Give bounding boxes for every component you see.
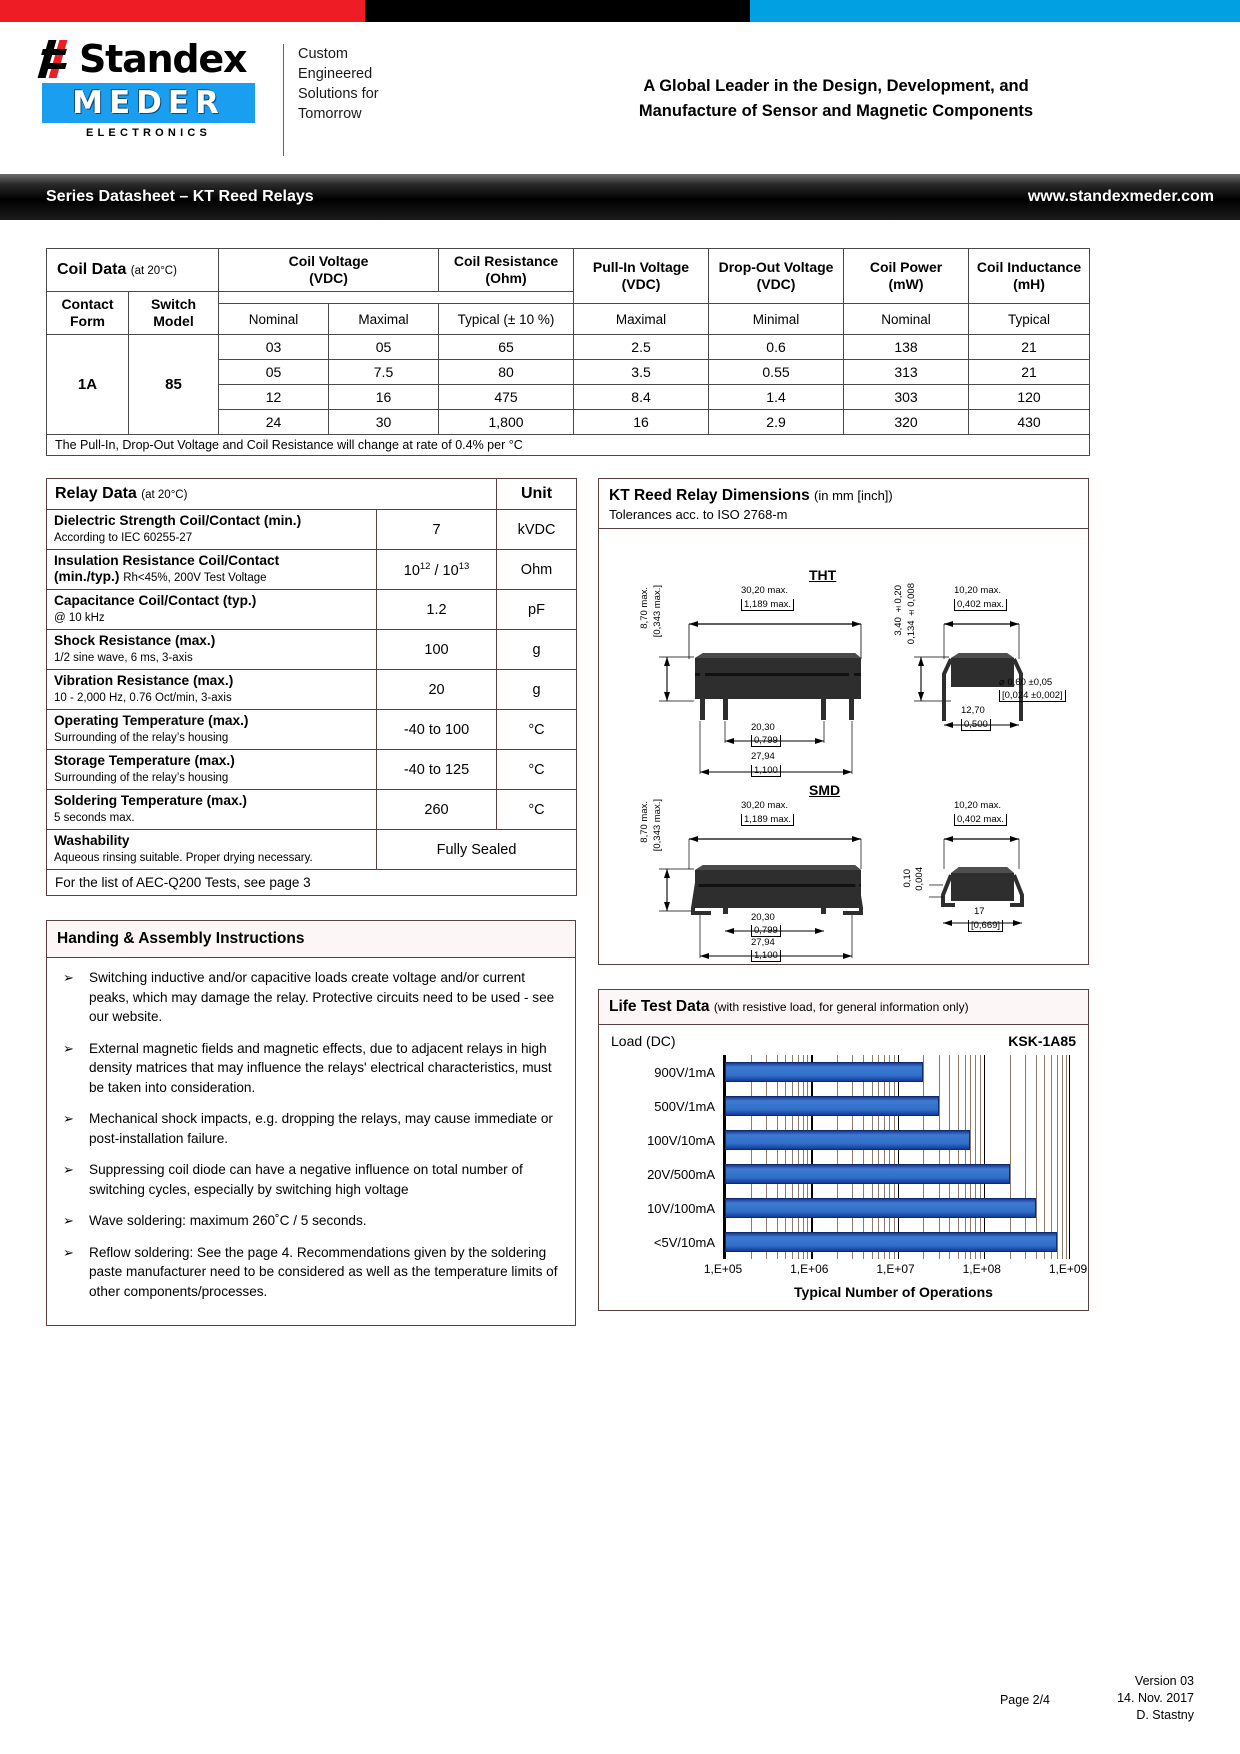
relay-table-footer-row — [47, 870, 577, 896]
coil-table-note-row — [47, 435, 1090, 456]
dimensions-svg — [599, 529, 1088, 964]
tht-span-in: 1,100 — [751, 765, 781, 777]
chart-x-tick-label: 1,E+07 — [876, 1262, 915, 1276]
contact-form-header: Contact Form — [47, 292, 129, 335]
relay-row-label — [47, 750, 377, 790]
cell-inductance: 21 — [969, 360, 1090, 385]
cell-maximal: 16 — [329, 385, 439, 410]
sub-power-nominal: Nominal — [844, 304, 969, 335]
smd-lead-thickness-in: 0,004 — [914, 867, 925, 891]
relay-row-label — [47, 670, 377, 710]
dropout-label: Drop-Out Voltage — [718, 259, 834, 276]
company-tagline — [298, 40, 379, 124]
tht-pin-diameter: ⌀ 0,60 ±0,05 — [999, 677, 1053, 688]
table-row — [47, 335, 1090, 360]
tht-height-in: [0,343 max.] — [652, 585, 663, 638]
chart-bar — [725, 1062, 923, 1082]
tht-length-in: 1,189 max. — [741, 599, 794, 611]
coil-voltage-group-header — [219, 249, 439, 292]
topbar-black-segment — [365, 0, 750, 22]
chart-gridline — [798, 1055, 799, 1259]
coil-resistance-unit: (Ohm) — [485, 270, 527, 286]
sub-resistance-typical: Typical (± 10 %) — [439, 304, 574, 335]
handling-title: Handing & Assembly Instructions — [47, 921, 575, 958]
chart-gridline — [1066, 1055, 1067, 1259]
cell-maximal: 05 — [329, 335, 439, 360]
chart-gridline — [872, 1055, 873, 1259]
handling-item-text: Wave soldering: maximum 260˚C / 5 seconds. — [89, 1213, 367, 1228]
coil-table-note: The Pull-In, Drop-Out Voltage and Coil Resistance will change at rate of 0.4% per °C — [47, 435, 1090, 456]
chart-gridline — [1025, 1055, 1026, 1259]
chart-gridline — [852, 1055, 853, 1259]
relay-row-label — [47, 550, 377, 590]
pullin-label: Pull-In Voltage — [592, 259, 690, 276]
relay-row-name: Vibration Resistance (max.) — [54, 673, 234, 688]
chart-plot-area — [723, 1055, 1076, 1259]
chart-gridline — [923, 1055, 924, 1259]
relay-row-value: 260 — [377, 790, 497, 830]
cell-dropout: 0.55 — [709, 360, 844, 385]
tht-width-in: 0,402 max. — [954, 599, 1007, 611]
tht-width-mm: 10,20 max. — [954, 585, 1001, 596]
table-row — [47, 710, 577, 750]
cell-pullin: 8.4 — [574, 385, 709, 410]
chart-gridline — [785, 1055, 786, 1259]
table-row — [47, 550, 577, 590]
list-item — [59, 968, 563, 1027]
contact-form-value: 1A — [47, 335, 129, 435]
smd-width-mm: 10,20 max. — [954, 800, 1001, 811]
chart-gridline — [965, 1055, 966, 1259]
table-row — [47, 790, 577, 830]
chart-x-tick-label: 1,E+05 — [703, 1262, 743, 1276]
chart-gridline — [980, 1055, 981, 1259]
chart-gridline — [837, 1055, 838, 1259]
datasheet-banner — [0, 174, 1240, 220]
smd-side-width-in: [0,669] — [968, 920, 1003, 932]
handling-item-text: Reflow soldering: See the page 4. Recommendations given by the soldering paste manufacturer need to be considered as well as the temperature limits of other components/processes. — [89, 1244, 558, 1299]
cell-power: 320 — [844, 410, 969, 435]
chart-bar — [725, 1232, 1057, 1252]
chart-gridline — [803, 1055, 804, 1259]
life-test-title: Life Test Data — [609, 998, 710, 1015]
table-row — [47, 670, 577, 710]
topbar-red-segment — [0, 0, 365, 22]
chart-category-label: <5V/10mA — [653, 1234, 715, 1250]
relay-row-name: Capacitance Coil/Contact (typ.) — [54, 593, 257, 608]
dimensions-title: KT Reed Relay Dimensions — [609, 487, 810, 504]
dropout-voltage-header — [709, 249, 844, 304]
arrow-bullet-icon: ➢ — [63, 1111, 74, 1126]
arrow-bullet-icon: ➢ — [63, 1213, 74, 1228]
dimensions-header — [599, 479, 1088, 529]
smd-height-in: [0,343 max.] — [652, 799, 663, 852]
coil-inductance-unit: (mH) — [1013, 276, 1045, 293]
cell-power: 313 — [844, 360, 969, 385]
coil-power-label: Coil Power — [869, 259, 943, 276]
dimensions-box — [598, 478, 1089, 965]
smd-lead-thickness-mm: 0,10 — [902, 869, 913, 888]
chart-category-label: 10V/100mA — [647, 1200, 715, 1216]
tagline-line-4: Tomorrow — [298, 106, 362, 122]
cell-inductance: 21 — [969, 335, 1090, 360]
smd-length-mm: 30,20 max. — [741, 800, 788, 811]
page-header — [0, 22, 1240, 174]
chart-bar — [725, 1164, 1010, 1184]
relay-row-label — [47, 510, 377, 550]
relay-row-label — [47, 590, 377, 630]
relay-row-name: Dielectric Strength Coil/Contact (min.) — [54, 513, 302, 528]
pullin-voltage-header — [574, 249, 709, 304]
relay-row-name: Shock Resistance (max.) — [54, 633, 216, 648]
smd-side-width-mm: 17 — [974, 906, 985, 917]
dimensions-drawings — [599, 529, 1088, 964]
cell-pullin: 3.5 — [574, 360, 709, 385]
chart-gridline — [1036, 1055, 1037, 1259]
tagline-line-2: Engineered — [298, 66, 373, 82]
relay-table-footer: For the list of AEC-Q200 Tests, see page 3 — [47, 870, 577, 896]
switch-model-value: 85 — [129, 335, 219, 435]
relay-row-name: Insulation Resistance Coil/Contact — [54, 553, 280, 568]
cell-dropout: 1.4 — [709, 385, 844, 410]
relay-data-table — [46, 478, 577, 896]
handling-item-text: Mechanical shock impacts, e.g. dropping the relays, may cause immediate or post-installation failure. — [89, 1111, 553, 1146]
chart-gridline — [984, 1055, 985, 1259]
topbar-blue-segment — [750, 0, 1240, 22]
relay-row-value: 7 — [377, 510, 497, 550]
footer-author: D. Stastny — [1136, 1708, 1194, 1722]
cell-nominal: 05 — [219, 360, 329, 385]
coil-table-header-row-1 — [47, 249, 1090, 292]
cell-power: 138 — [844, 335, 969, 360]
table-row — [47, 630, 577, 670]
smd-height-mm: 8,70 max. — [639, 801, 650, 843]
cell-power: 303 — [844, 385, 969, 410]
dimensions-subtitle: Tolerances acc. to ISO 2768-m — [609, 507, 788, 522]
chart-gridline — [1069, 1055, 1070, 1259]
relay-row-name: Soldering Temperature (max.) — [54, 793, 247, 808]
relay-table-header-row — [47, 479, 577, 510]
relay-title-text: Relay Data — [55, 485, 137, 502]
relay-row-unit: pF — [497, 590, 577, 630]
relay-row-sub: 1/2 sine wave, 6 ms, 3-axis — [54, 652, 193, 664]
chart-gridline — [777, 1055, 778, 1259]
cell-inductance: 120 — [969, 385, 1090, 410]
chart-gridline — [949, 1055, 950, 1259]
left-column — [46, 478, 576, 1326]
chart-y-axis-labels — [611, 1055, 723, 1259]
pullin-unit: (VDC) — [621, 276, 661, 293]
chart-gridline — [898, 1055, 899, 1259]
coil-title-text: Coil Data — [57, 261, 127, 278]
life-test-title-note: (with resistive load, for general information only) — [713, 1000, 969, 1014]
chart-gridline — [970, 1055, 971, 1259]
coil-inductance-label: Coil Inductance — [976, 259, 1082, 276]
dimensions-title-note: (in mm [inch]) — [814, 488, 893, 503]
chart-gridline — [889, 1055, 890, 1259]
relay-unit-header: Unit — [497, 479, 577, 510]
meder-wordmark: MEDER — [72, 85, 225, 121]
chart-gridline — [975, 1055, 976, 1259]
life-test-chart — [599, 1025, 1088, 1310]
list-item — [59, 1211, 563, 1231]
cell-dropout: 2.9 — [709, 410, 844, 435]
chart-category-label: 500V/1mA — [654, 1098, 715, 1114]
chart-category-label: 900V/1mA — [654, 1064, 715, 1080]
relay-row-label — [47, 710, 377, 750]
smd-pitch-in: 0,799 — [751, 925, 781, 937]
list-item — [59, 1243, 563, 1302]
chart-gridline — [958, 1055, 959, 1259]
chart-gridline — [884, 1055, 885, 1259]
sub-voltage-nominal: Nominal — [219, 304, 329, 335]
smd-width-in: 0,402 max. — [954, 814, 1007, 826]
cell-resistance: 475 — [439, 385, 574, 410]
coil-resistance-label: Coil Resistance — [453, 253, 559, 269]
arrow-bullet-icon: ➢ — [63, 1040, 74, 1056]
sub-pullin-maximal: Maximal — [574, 304, 709, 335]
list-item — [59, 1160, 563, 1199]
smd-length-in: 1,189 max. — [741, 814, 794, 826]
chart-category-label: 20V/500mA — [647, 1166, 715, 1182]
coil-title-note: (at 20°C) — [130, 265, 177, 277]
table-row — [47, 510, 577, 550]
footer-version: Version 03 — [1134, 1674, 1194, 1688]
standex-hash-icon — [42, 40, 76, 78]
chart-x-tick-label: 1,E+09 — [1048, 1262, 1088, 1276]
relay-row-sub: Aqueous rinsing suitable. Proper drying necessary. — [54, 852, 313, 864]
chart-series-label: Load (DC) — [611, 1033, 676, 1049]
relay-row-sub: Surrounding of the relay’s housing — [54, 732, 229, 744]
relay-row-value: 100 — [377, 630, 497, 670]
headline-line-2: Manufacture of Sensor and Magnetic Components — [638, 102, 1034, 120]
cell-pullin: 2.5 — [574, 335, 709, 360]
relay-row-unit: °C — [497, 790, 577, 830]
tht-span-mm: 27,94 — [751, 751, 775, 762]
tht-package-label: THT — [809, 567, 837, 583]
cell-pullin: 16 — [574, 410, 709, 435]
logo-marks — [42, 37, 267, 139]
relay-row-unit: kVDC — [497, 510, 577, 550]
relay-row-unit: g — [497, 670, 577, 710]
relay-row-value: 20 — [377, 670, 497, 710]
cell-nominal: 24 — [219, 410, 329, 435]
meder-logo-box — [42, 83, 255, 123]
page-content — [0, 248, 1240, 1326]
chart-top-labels — [611, 1033, 1076, 1049]
tagline-line-1: Custom — [298, 46, 348, 62]
relay-row-unit: g — [497, 630, 577, 670]
chart-gridline — [1051, 1055, 1052, 1259]
chart-bar — [725, 1130, 970, 1150]
electronics-wordmark: ELECTRONICS — [85, 127, 212, 139]
chart-x-axis — [703, 1262, 1088, 1282]
chart-area — [611, 1055, 1076, 1259]
cell-resistance: 1,800 — [439, 410, 574, 435]
chart-gridline — [811, 1055, 812, 1259]
cell-resistance: 65 — [439, 335, 574, 360]
handling-instructions-box — [46, 920, 576, 1326]
chart-gridline — [751, 1055, 752, 1259]
cell-nominal: 12 — [219, 385, 329, 410]
tht-pitch-in: 0,799 — [751, 735, 781, 747]
table-row — [47, 750, 577, 790]
right-column — [598, 478, 1089, 1326]
relay-row-name: Storage Temperature (max.) — [54, 753, 235, 768]
handling-item-text: External magnetic fields and magnetic effects, due to adjacent relays in high density matrices that may influence the relays' electrical characteristics, must be taken into consideration. — [89, 1040, 552, 1095]
arrow-bullet-icon: ➢ — [63, 1162, 74, 1177]
chart-x-tick-label: 1,E+06 — [790, 1262, 829, 1276]
chart-gridline — [792, 1055, 793, 1259]
relay-row-label — [47, 630, 377, 670]
relay-row-sub: 5 seconds max. — [54, 812, 135, 824]
relay-row-label — [47, 790, 377, 830]
relay-row-name: Operating Temperature (max.) — [54, 713, 249, 728]
relay-data-title — [47, 479, 497, 510]
chart-part-number: KSK-1A85 — [1008, 1033, 1076, 1049]
relay-row-unit: Ohm — [497, 550, 577, 590]
handling-list — [47, 958, 575, 1325]
cell-dropout: 0.6 — [709, 335, 844, 360]
chart-x-tick-label: 1,E+08 — [962, 1262, 1001, 1276]
chart-x-axis-title: Typical Number of Operations — [794, 1284, 993, 1300]
relay-row-value: -40 to 125 — [377, 750, 497, 790]
handling-item-text: Switching inductive and/or capacitive loads create voltage and/or current peaks, which may damage the relay. Protective circuits need to be used - see our website. — [89, 970, 555, 1024]
cell-maximal: 30 — [329, 410, 439, 435]
page-number: Page 2/4 — [999, 1693, 1050, 1707]
relay-row-name: Washability — [54, 833, 130, 848]
coil-voltage-unit: (VDC) — [309, 270, 348, 286]
smd-pitch-mm: 20,30 — [751, 912, 775, 923]
tht-pitch-mm: 20,30 — [751, 722, 775, 733]
relay-row-sub: @ 10 kHz — [54, 612, 105, 624]
relay-row-label — [47, 830, 377, 870]
tht-side-height-mm: 3,40 ±0,20 — [893, 585, 904, 636]
chart-gridline — [939, 1055, 940, 1259]
chart-category-label: 100V/10mA — [647, 1132, 715, 1148]
chart-gridline — [1062, 1055, 1063, 1259]
cell-inductance: 430 — [969, 410, 1090, 435]
chart-bar — [725, 1096, 939, 1116]
footer-date: 14. Nov. 2017 — [1117, 1691, 1194, 1705]
life-test-box — [598, 989, 1089, 1311]
standex-wordmark: Standex — [79, 37, 247, 81]
coil-inductance-header — [969, 249, 1090, 304]
chart-gridline — [863, 1055, 864, 1259]
relay-row-value: Fully Sealed — [377, 830, 577, 870]
tht-height-mm: 8,70 max. — [639, 587, 650, 629]
table-row — [47, 590, 577, 630]
company-logo — [42, 37, 462, 156]
tht-side-height-in: 0,134 ±0,008 — [906, 583, 917, 645]
banner-title: Series Datasheet – KT Reed Relays — [46, 188, 314, 205]
top-color-bar — [0, 0, 1240, 22]
chart-gridline — [725, 1055, 726, 1259]
chart-gridline — [1044, 1055, 1045, 1259]
banner-website-link[interactable]: www.standexmeder.com — [1027, 188, 1214, 205]
relay-row-value: -40 to 100 — [377, 710, 497, 750]
standex-wordmark-row — [42, 37, 267, 81]
main-columns — [46, 478, 1194, 1326]
headline-line-1: A Global Leader in the Design, Development, and — [643, 77, 1029, 95]
coil-data-title — [47, 249, 219, 292]
chart-gridline — [1057, 1055, 1058, 1259]
relay-row-unit: °C — [497, 750, 577, 790]
cell-nominal: 03 — [219, 335, 329, 360]
relay-title-note: (at 20°C) — [141, 489, 188, 501]
relay-row-sub: Rh<45%, 200V Test Voltage — [123, 572, 267, 584]
chart-gridline — [1010, 1055, 1011, 1259]
coil-voltage-label: Coil Voltage — [288, 253, 369, 269]
sub-voltage-maximal: Maximal — [329, 304, 439, 335]
smd-span-mm: 27,94 — [751, 937, 775, 948]
chart-bar — [725, 1198, 1036, 1218]
sub-dropout-minimal: Minimal — [709, 304, 844, 335]
tagline-line-3: Solutions for — [298, 86, 379, 102]
arrow-bullet-icon: ➢ — [63, 1244, 74, 1260]
relay-row-unit: °C — [497, 710, 577, 750]
company-headline — [462, 40, 1210, 124]
tht-side-pitch-in: 0,500 — [961, 719, 991, 731]
arrow-bullet-icon: ➢ — [63, 970, 74, 985]
chart-gridline — [766, 1055, 767, 1259]
dropout-unit: (VDC) — [756, 276, 796, 293]
list-item — [59, 1109, 563, 1148]
smd-span-in: 1,100 — [751, 950, 781, 962]
cell-resistance: 80 — [439, 360, 574, 385]
handling-item-text: Suppressing coil diode can have a negative influence on total number of switching cycles, especially by switching high voltage — [89, 1162, 523, 1197]
table-row — [47, 830, 577, 870]
logo-divider — [283, 44, 284, 156]
dimensions-title-row — [609, 487, 1078, 505]
chart-gridline — [894, 1055, 895, 1259]
list-item — [59, 1039, 563, 1098]
tht-pin-diameter-in: [0,024 ±0,002] — [999, 690, 1066, 702]
tht-side-pitch-mm: 12,70 — [961, 705, 985, 716]
chart-gridline — [807, 1055, 808, 1259]
sub-inductance-typical: Typical — [969, 304, 1090, 335]
switch-model-header: Switch Model — [129, 292, 219, 335]
coil-resistance-group-header — [439, 249, 574, 292]
relay-row-sub: Surrounding of the relay’s housing — [54, 772, 229, 784]
coil-power-header — [844, 249, 969, 304]
relay-row-sub: According to IEC 60255-27 — [54, 532, 193, 544]
document-footer — [1117, 1673, 1194, 1724]
relay-row-value: $10^{12} / 10^{13}$ — [377, 550, 497, 590]
tht-length-mm: 30,20 max. — [741, 585, 788, 596]
relay-row-sub: 10 - 2,000 Hz, 0.76 Oct/min, 3-axis — [54, 692, 232, 704]
relay-row-value: 1.2 — [377, 590, 497, 630]
relay-row-name2: (min./typ.) — [54, 569, 120, 584]
chart-gridline — [878, 1055, 879, 1259]
coil-power-unit: (mW) — [888, 276, 924, 293]
life-test-header — [599, 990, 1088, 1025]
coil-data-table — [46, 248, 1090, 456]
smd-package-label: SMD — [809, 782, 841, 798]
cell-maximal: 7.5 — [329, 360, 439, 385]
